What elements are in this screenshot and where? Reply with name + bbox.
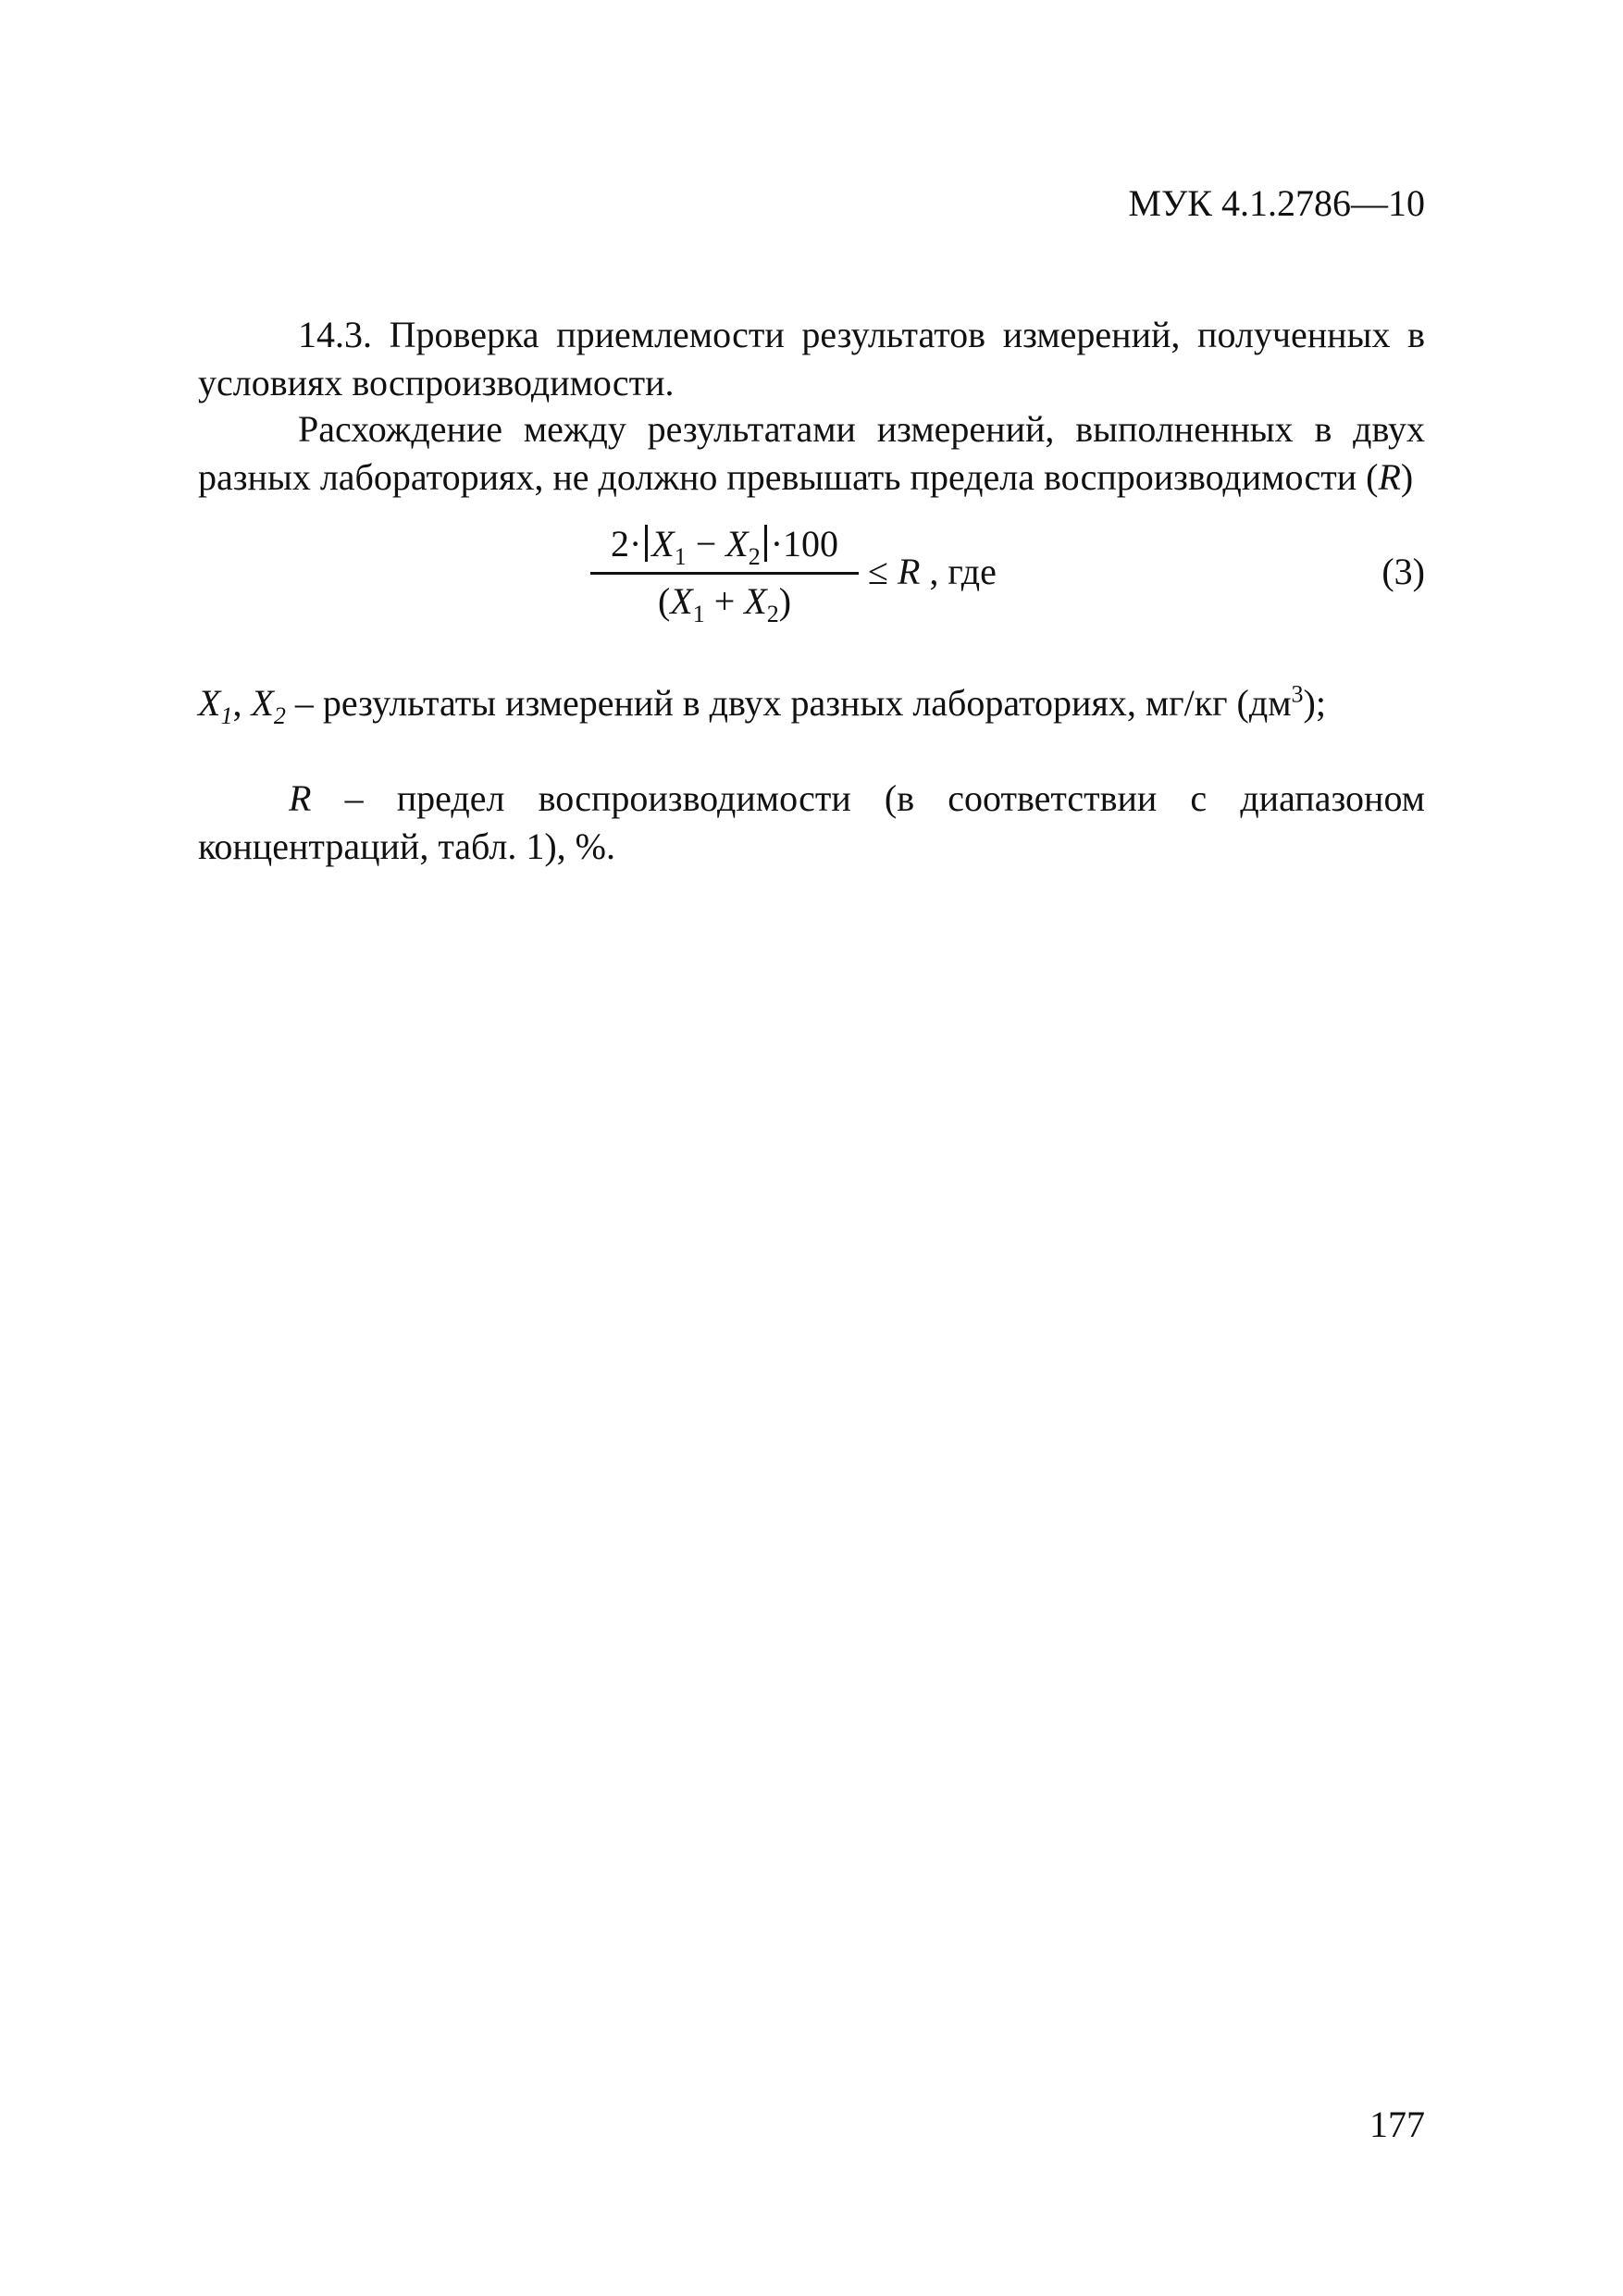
abs-bar-left xyxy=(645,525,648,562)
denominator-open: ( xyxy=(657,580,671,622)
definition-x-text: – результаты измерений в двух разных лабораториях, мг/кг (дм xyxy=(285,682,1292,724)
document-code: МУК 4.1.2786—10 xyxy=(1128,182,1425,224)
intro-paragraph xyxy=(198,405,1425,502)
relation-symbol: R xyxy=(897,551,921,592)
definition-x1-sub: 1 xyxy=(220,702,233,729)
fraction-bar xyxy=(590,572,859,575)
formula-relation xyxy=(868,548,997,596)
numerator-sub2: 2 xyxy=(748,543,761,570)
denominator-sub1: 1 xyxy=(692,601,705,627)
relation-sign: ≤ xyxy=(868,551,898,592)
numerator-x1: X xyxy=(651,523,675,565)
formula-3 xyxy=(590,520,1312,631)
formula-denominator xyxy=(590,577,859,626)
numerator-minus: − xyxy=(686,523,726,565)
definition-x-end: ); xyxy=(1303,682,1326,724)
relation-tail: , где xyxy=(920,551,997,592)
abs-bar-right xyxy=(764,525,767,562)
numerator-coefficient: 2· xyxy=(610,523,642,565)
section-heading-paragraph xyxy=(198,311,1425,407)
denominator-sub2: 2 xyxy=(766,601,779,627)
section-title: Проверка приемлемости результатов измерений, полученных в условиях воспроизводимости. xyxy=(198,314,1425,403)
definition-separator: , xyxy=(232,682,252,724)
definition-unit-exponent: 3 xyxy=(1291,680,1304,708)
denominator-plus: + xyxy=(704,580,745,622)
equation-number: (3) xyxy=(1381,551,1425,592)
definition-x1: X xyxy=(198,682,221,724)
definition-x2: X xyxy=(251,682,274,724)
definition-r xyxy=(198,775,1425,871)
intro-text: Расхождение между результатами измерений, выполненных в двух разных лабораториях, не должно превышать предела воспроизводимости ( xyxy=(198,408,1425,498)
section-number: 14.3. xyxy=(298,314,372,355)
numerator-x2: X xyxy=(725,523,749,565)
denominator-x1: X xyxy=(670,580,693,622)
definition-r-text: – предел воспроизводимости (в соответствии с диапазоном концентраций, табл. 1), %. xyxy=(198,777,1425,867)
definition-x xyxy=(198,679,1425,727)
definition-r-symbol: R xyxy=(289,777,312,819)
denominator-close: ) xyxy=(778,580,792,622)
page-number: 177 xyxy=(1369,2104,1425,2145)
formula-numerator xyxy=(590,520,859,568)
numerator-sub1: 1 xyxy=(674,543,687,570)
intro-symbol: R xyxy=(1378,456,1401,498)
numerator-tail: ·100 xyxy=(770,523,839,565)
intro-close: ) xyxy=(1400,456,1414,498)
definition-x2-sub: 2 xyxy=(273,702,286,729)
denominator-x2: X xyxy=(744,580,767,622)
